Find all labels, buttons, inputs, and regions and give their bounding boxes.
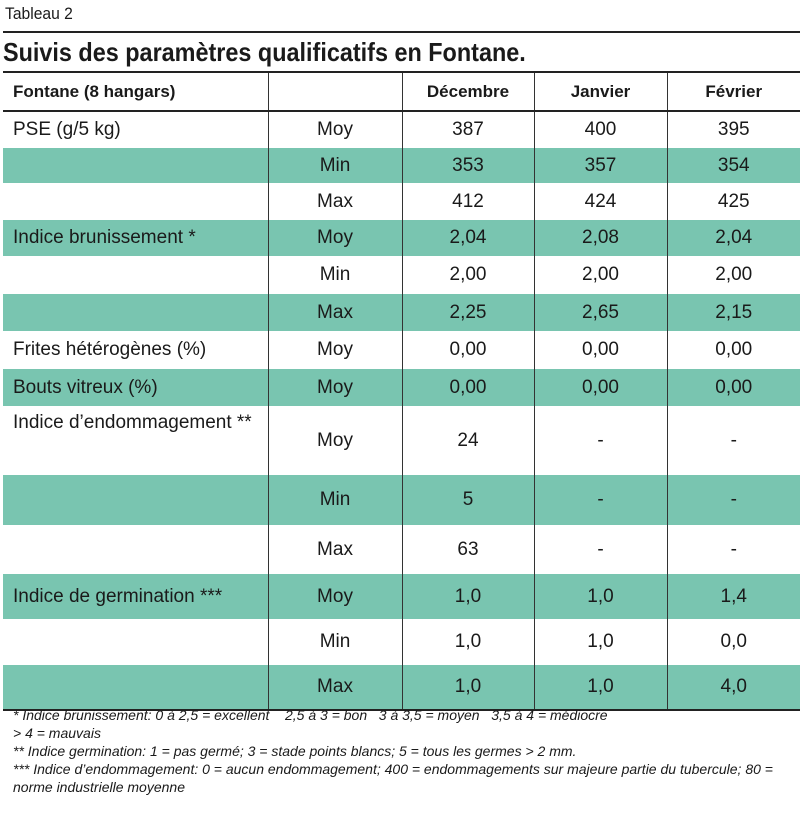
- table-row: [3, 369, 800, 406]
- cell-february: -: [667, 525, 800, 574]
- row-stat: Moy: [268, 220, 402, 256]
- table-header-row: [3, 72, 800, 111]
- cell-december: 1,0: [402, 665, 534, 710]
- cell-february: -: [667, 475, 800, 525]
- table-title: [3, 31, 800, 68]
- table-row: [3, 111, 800, 148]
- cell-december: 5: [402, 475, 534, 525]
- header-january: Janvier: [534, 72, 667, 111]
- header-february: Février: [667, 72, 800, 111]
- cell-february: 395: [667, 111, 800, 148]
- footnotes: [13, 706, 793, 796]
- cell-february: 0,0: [667, 619, 800, 665]
- cell-december: 0,00: [402, 331, 534, 369]
- cell-january: 357: [534, 148, 667, 183]
- cell-january: -: [534, 525, 667, 574]
- table-row: [3, 220, 800, 256]
- row-stat: Min: [268, 148, 402, 183]
- cell-january: 1,0: [534, 619, 667, 665]
- row-label: [3, 148, 268, 183]
- row-label: [3, 183, 268, 220]
- row-stat: Moy: [268, 574, 402, 619]
- cell-december: 2,04: [402, 220, 534, 256]
- row-label: Frites hétérogènes (%): [13, 339, 207, 360]
- row-label: [3, 475, 268, 525]
- row-stat: Max: [268, 665, 402, 710]
- cell-january: -: [534, 406, 667, 475]
- cell-february: 425: [667, 183, 800, 220]
- cell-december: 1,0: [402, 619, 534, 665]
- row-label: [3, 665, 268, 710]
- table-row: [3, 148, 800, 183]
- row-stat: Moy: [268, 111, 402, 148]
- row-label: [3, 256, 268, 294]
- cell-february: 2,04: [667, 220, 800, 256]
- cell-december: 2,00: [402, 256, 534, 294]
- cell-january: -: [534, 475, 667, 525]
- cell-december: 2,25: [402, 294, 534, 331]
- cell-december: 0,00: [402, 369, 534, 406]
- table-row: [3, 294, 800, 331]
- row-stat: Max: [268, 525, 402, 574]
- cell-january: 1,0: [534, 574, 667, 619]
- table-row: [3, 619, 800, 665]
- row-stat: Moy: [268, 369, 402, 406]
- cell-february: 0,00: [667, 369, 800, 406]
- cell-january: 2,08: [534, 220, 667, 256]
- cell-february: -: [667, 406, 800, 475]
- cell-january: 424: [534, 183, 667, 220]
- footnote-germination: ** Indice germination: 1 = pas germé; 3 = stade points blancs; 5 = tous les germes > 2 mm.: [13, 743, 577, 759]
- table-row: [3, 256, 800, 294]
- row-label: PSE (g/5 kg): [13, 119, 121, 140]
- table-row: [3, 406, 800, 475]
- table-row: [3, 665, 800, 710]
- cell-january: 0,00: [534, 369, 667, 406]
- table-row: [3, 475, 800, 525]
- table-row: [3, 525, 800, 574]
- table-row: [3, 183, 800, 220]
- row-stat: Moy: [268, 331, 402, 369]
- header-december: Décembre: [402, 72, 534, 111]
- row-label: Indice de germination ***: [3, 574, 268, 619]
- table-title-text: Suivis des paramètres qualificatifs en Fontane.: [3, 37, 526, 67]
- row-label: Indice d’endommagement **: [13, 412, 252, 433]
- row-stat: Min: [268, 475, 402, 525]
- row-stat: Max: [268, 294, 402, 331]
- cell-february: 354: [667, 148, 800, 183]
- cell-january: 2,00: [534, 256, 667, 294]
- cell-february: 2,00: [667, 256, 800, 294]
- header-stat: [268, 72, 402, 111]
- cell-december: 353: [402, 148, 534, 183]
- row-label: Bouts vitreux (%): [3, 369, 268, 406]
- footnote-damage: *** Indice d’endommagement: 0 = aucun endommagement; 400 = endommagements sur majeure partie du tubercule; 80 = norme industrielle moyenne: [13, 761, 777, 795]
- cell-january: 0,00: [534, 331, 667, 369]
- cell-december: 387: [402, 111, 534, 148]
- cell-february: 4,0: [667, 665, 800, 710]
- row-label: [3, 619, 268, 665]
- row-stat: Min: [268, 619, 402, 665]
- row-stat: Min: [268, 256, 402, 294]
- cell-december: 63: [402, 525, 534, 574]
- row-label: [3, 294, 268, 331]
- row-stat: Moy: [268, 406, 402, 475]
- row-stat: Max: [268, 183, 402, 220]
- cell-december: 412: [402, 183, 534, 220]
- row-label: [3, 525, 268, 574]
- row-label: Indice brunissement *: [3, 220, 268, 256]
- cell-january: 1,0: [534, 665, 667, 710]
- footnote-browning: * Indice brunissement: 0 à 2,5 = excellent 2,5 à 3 = bon 3 à 3,5 = moyen 3,5 à 4 = médiocre > 4 = mauvais: [13, 707, 608, 741]
- table-caption: Tableau 2: [5, 4, 73, 23]
- cell-december: 24: [402, 406, 534, 475]
- quality-parameters-table: [3, 71, 800, 711]
- cell-january: 2,65: [534, 294, 667, 331]
- cell-december: 1,0: [402, 574, 534, 619]
- cell-february: 1,4: [667, 574, 800, 619]
- cell-january: 400: [534, 111, 667, 148]
- header-variety: Fontane (8 hangars): [3, 72, 268, 111]
- table-row: [3, 331, 800, 369]
- cell-february: 2,15: [667, 294, 800, 331]
- cell-february: 0,00: [667, 331, 800, 369]
- table-row: [3, 574, 800, 619]
